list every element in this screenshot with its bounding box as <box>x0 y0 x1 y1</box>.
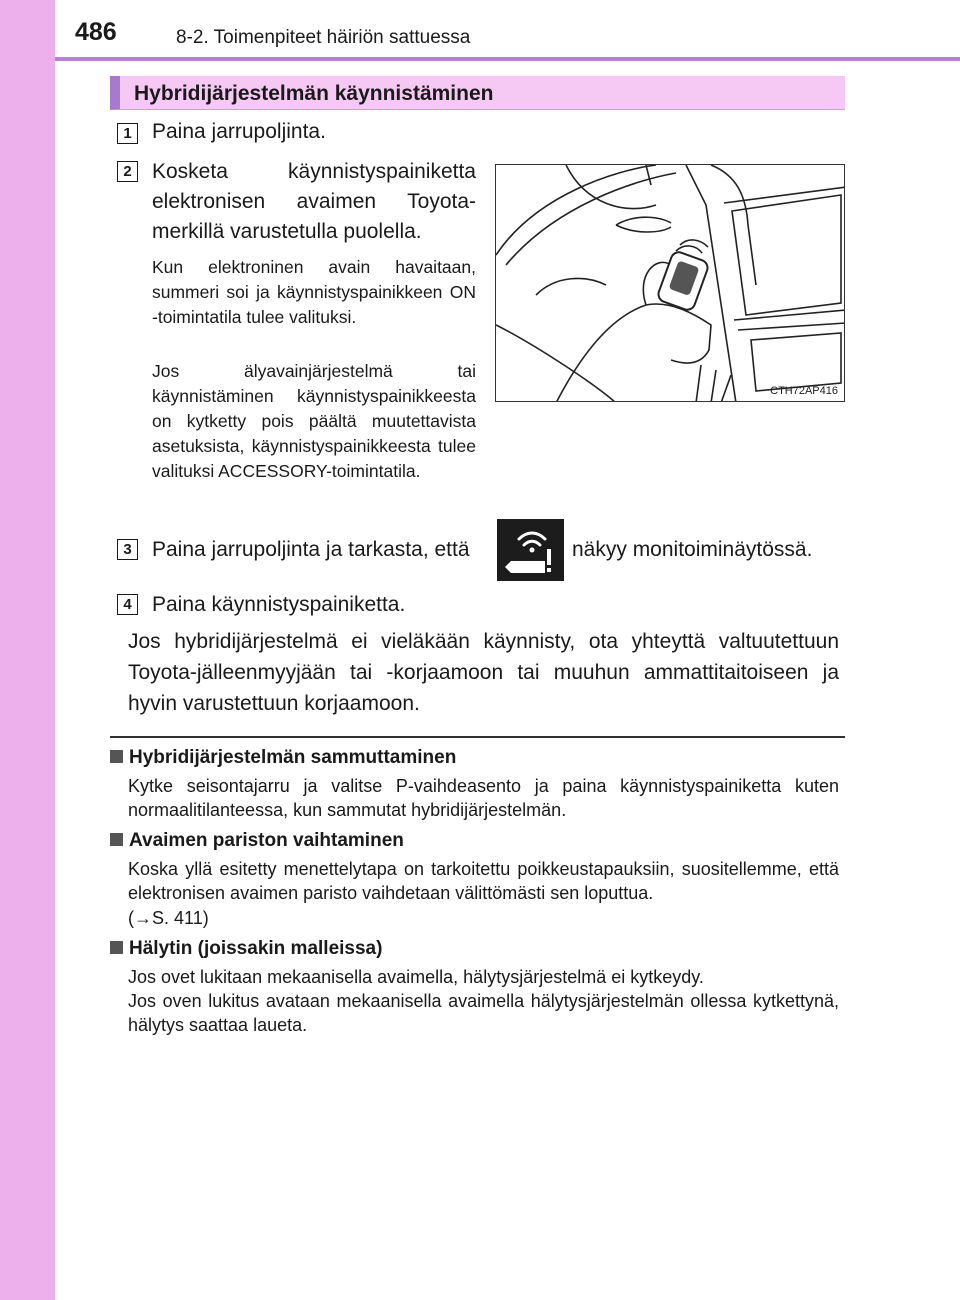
step-1-text: Paina jarrupoljinta. <box>152 120 326 143</box>
followup-text: Jos hybridijärjestelmä ei vieläkään käynnisty, ota yhteyttä valtuutettuun Toyota-jälleenmyyjään tai -korjaamoon tai muuhun ammattitaitoiseen ja hyvin varustettuun korjaamoon. <box>128 630 839 715</box>
figure-code: CTH72AP416 <box>770 385 838 397</box>
step-4-text: Paina käynnistyspainiketta. <box>152 593 406 616</box>
section-divider <box>110 736 845 738</box>
note-2-heading: Avaimen pariston vaihtaminen <box>110 830 404 852</box>
page-number: 486 <box>75 18 117 46</box>
note-1-heading: Hybridijärjestelmän sammuttaminen <box>110 747 456 769</box>
note-3-heading: Hälytin (joissakin malleissa) <box>110 938 382 960</box>
step-1-number: 1 <box>117 123 138 144</box>
note-3-body-2: Jos oven lukitus avataan mekaanisella avaimella hälytysjärjestelmän ollessa kytkettynä, hälytys saattaa laueta. <box>128 991 839 1035</box>
page-sidebar <box>0 0 55 1300</box>
step-3-number: 3 <box>117 539 138 560</box>
key-indicator-icon <box>497 519 564 581</box>
hand-holding-key-icon <box>496 165 845 402</box>
start-button-illustration <box>495 164 845 402</box>
step-3-text-after: näkyy monitoiminäytössä. <box>572 538 813 561</box>
bullet-square-icon <box>110 750 123 763</box>
note-3-body: Jos ovet lukitaan mekaanisella avaimella, hälytysjärjestelmä ei kytkeydy. <box>128 967 704 987</box>
step-2-note-1: Kun elektroninen avain havaitaan, summeri soi ja käynnistyspainikkeen ON -toimintatila tulee valituksi. <box>152 257 476 327</box>
note-1-body: Kytke seisontajarru ja valitse P-vaihdeasento ja paina käynnistyspainiketta kuten normaalitilanteessa, kun sammutat hybridijärjestelmän. <box>128 776 839 820</box>
step-2-note-2: Jos älyavainjärjestelmä tai käynnistäminen käynnistyspainikkeesta on kytketty pois päältä muutettavista asetuksista, käynnistyspainikkeesta tulee valituksi ACCESSORY-toimintatila. <box>152 361 476 481</box>
step-2-text: Kosketa käynnistyspainiketta elektronisen avaimen Toyota-merkillä varustetulla puolella. <box>152 160 476 243</box>
chapter-title: 8-2. Toimenpiteet häiriön sattuessa <box>176 27 471 48</box>
note-2-ref: (→S. 411) <box>128 908 209 928</box>
bullet-square-icon <box>110 941 123 954</box>
step-3-text-before: Paina jarrupoljinta ja tarkasta, että <box>152 538 470 561</box>
header-divider <box>55 57 960 61</box>
step-2-number: 2 <box>117 161 138 182</box>
note-2-body: Koska yllä esitetty menettelytapa on tarkoitettu poikkeustapauksiin, suositellemme, että elektronisen avaimen paristo vaihdetaan välittömästi sen loputtua. <box>128 859 839 903</box>
section-header <box>110 76 845 110</box>
bullet-square-icon <box>110 833 123 846</box>
step-4-number: 4 <box>117 594 138 615</box>
section-title: Hybridijärjestelmän käynnistäminen <box>134 82 494 105</box>
